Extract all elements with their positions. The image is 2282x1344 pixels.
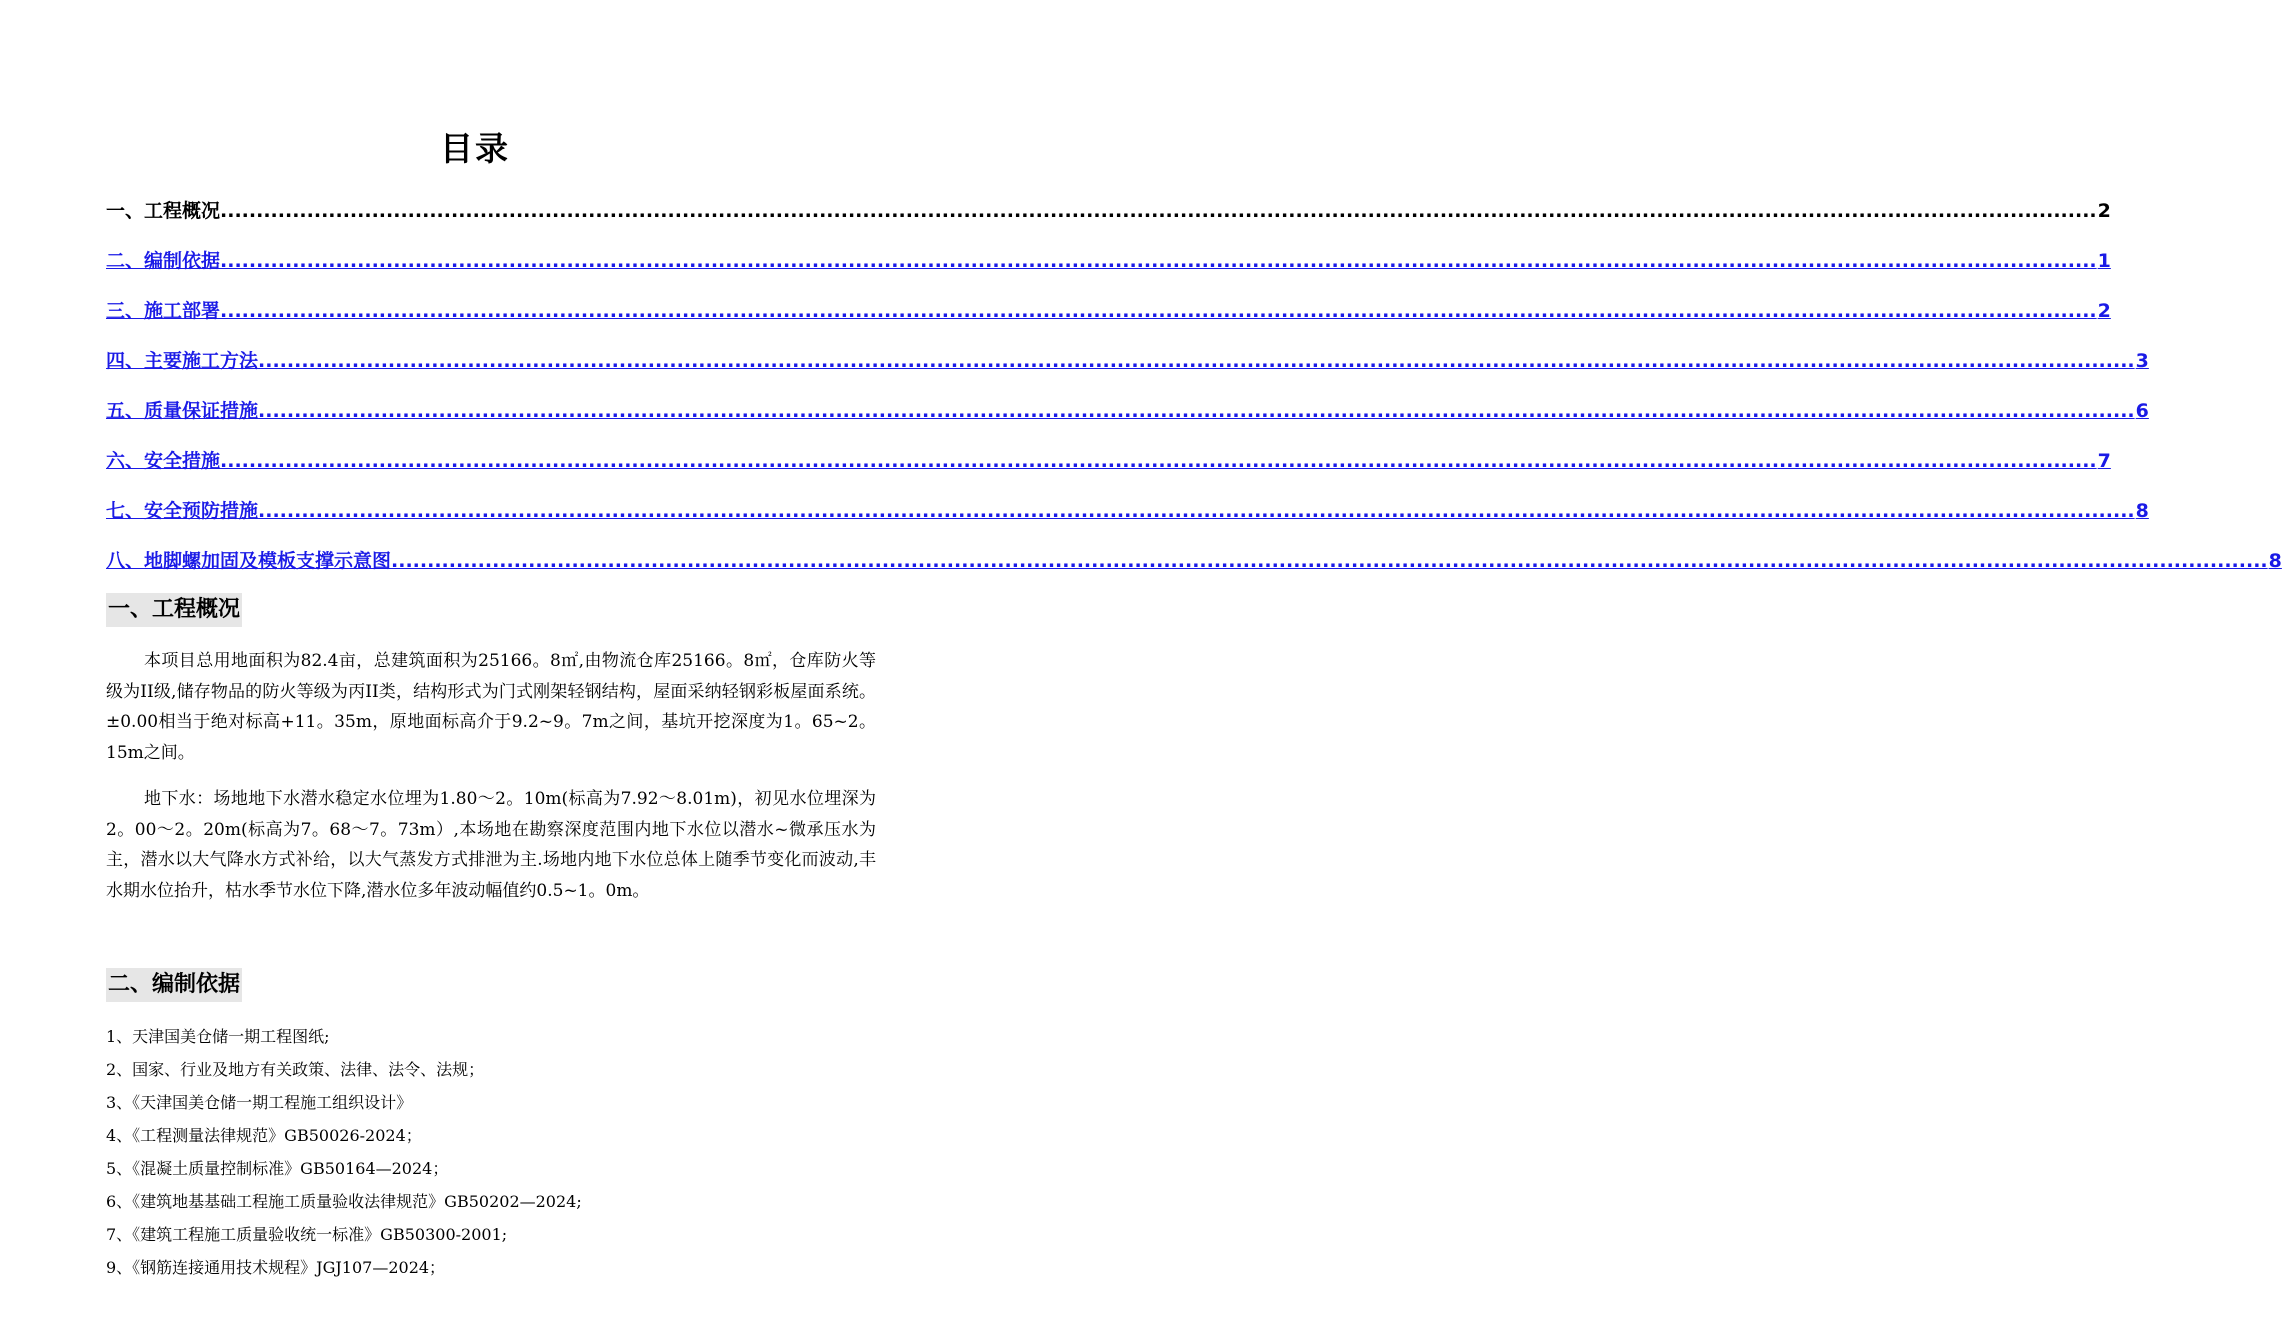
toc-entry-page: 8 xyxy=(2135,500,2149,522)
overview-paragraph-1: 本项目总用地面积为82.4亩，总建筑面积为25166。8㎡,由物流仓库25166。8㎡，仓库防火等级为II级,储存物品的防火等级为丙II类，结构形式为门式刚架轻钢结构，屋面采纳轻钢彩板屋面系统。±0.00相当于绝对标高+11。35m，原地面标高介于9.2~9。7m之间，基坑开挖深度为1。65~2。15m之间。 xyxy=(106,651,876,763)
toc-entry[interactable] xyxy=(106,546,2282,596)
toc-entry[interactable] xyxy=(106,496,2149,546)
toc-leader-dots: .................................................................................................................................................................................................................................................................... xyxy=(258,500,2135,522)
toc-leader-dots: .................................................................................................................................................................................................................................................................... xyxy=(220,300,2097,322)
toc-entry-label: 六、安全措施 xyxy=(106,450,221,472)
toc-entry xyxy=(106,196,2111,246)
basis-list-item: 1、天津国美仓储一期工程图纸; xyxy=(106,1027,330,1046)
toc-entry[interactable] xyxy=(106,396,2149,446)
toc-leader-dots: .................................................................................................................................................................................................................................................................... xyxy=(258,350,2135,372)
toc-entry-label: 五、质量保证措施 xyxy=(106,400,259,422)
toc-entry-label: 二、编制依据 xyxy=(106,250,221,272)
toc-leader-dots: .................................................................................................................................................................................................................................................................... xyxy=(391,550,2268,572)
toc-entry-label: 一、工程概况 xyxy=(106,200,221,222)
toc-entry-page: 1 xyxy=(2097,250,2111,272)
basis-list-item: 5、《混凝土质量控制标准》GB50164—2024； xyxy=(106,1159,449,1178)
toc-entry[interactable] xyxy=(106,296,2111,346)
toc-entry[interactable] xyxy=(106,246,2111,296)
basis-list-item: 7、《建筑工程施工质量验收统一标准》GB50300-2001; xyxy=(106,1225,508,1244)
table-of-contents xyxy=(106,196,2282,596)
toc-leader-dots: .................................................................................................................................................................................................................................................................... xyxy=(220,200,2097,222)
toc-entry-page: 2 xyxy=(2097,300,2111,322)
toc-entry-page: 7 xyxy=(2097,450,2111,472)
toc-entry[interactable] xyxy=(106,346,2149,396)
basis-list-item: 2、国家、行业及地方有关政策、法律、法令、法规； xyxy=(106,1060,485,1079)
toc-entry-page: 2 xyxy=(2097,200,2111,222)
basis-list-item: 9、《钢筋连接通用技术规程》JGJ107—2024； xyxy=(106,1258,446,1277)
section-heading-overview: 一、工程概况 xyxy=(106,593,242,627)
basis-list-item: 4、《工程测量法律规范》GB50026-2024； xyxy=(106,1126,422,1145)
basis-list-item: 6、《建筑地基基础工程施工质量验收法律规范》GB50202—2024; xyxy=(106,1192,582,1211)
basis-list xyxy=(106,1020,886,1284)
section-heading-basis: 二、编制依据 xyxy=(106,968,242,1002)
toc-leader-dots: .................................................................................................................................................................................................................................................................... xyxy=(258,400,2135,422)
toc-leader-dots: .................................................................................................................................................................................................................................................................... xyxy=(220,450,2097,472)
toc-leader-dots: .................................................................................................................................................................................................................................................................... xyxy=(220,250,2097,272)
toc-entry-page: 8 xyxy=(2268,550,2282,572)
toc-entry-label: 八、地脚螺加固及模板支撑示意图 xyxy=(106,550,392,572)
toc-entry-label: 七、安全预防措施 xyxy=(106,500,259,522)
page-title: 目录 xyxy=(440,129,510,168)
toc-entry-label: 三、施工部署 xyxy=(106,300,221,322)
toc-entry-page: 3 xyxy=(2135,350,2149,372)
basis-list-item: 3、《天津国美仓储一期工程施工组织设计》 xyxy=(106,1093,413,1112)
toc-entry[interactable] xyxy=(106,446,2111,496)
toc-entry-page: 6 xyxy=(2135,400,2149,422)
toc-entry-label: 四、主要施工方法 xyxy=(106,350,259,372)
overview-paragraph-2: 地下水：场地地下水潜水稳定水位埋为1.80～2。10m(标高为7.92～8.01m)，初见水位埋深为2。00～2。20m(标高为7。68～7。73m）,本场地在勘察深度范围内地下水位以潜水~微承压水为主，潜水以大气降水方式补给，以大气蒸发方式排泄为主.场地内地下水位总体上随季节变化而波动,丰水期水位抬升，枯水季节水位下降,潜水位多年波动幅值约0.5~1。0m。 xyxy=(106,789,876,901)
